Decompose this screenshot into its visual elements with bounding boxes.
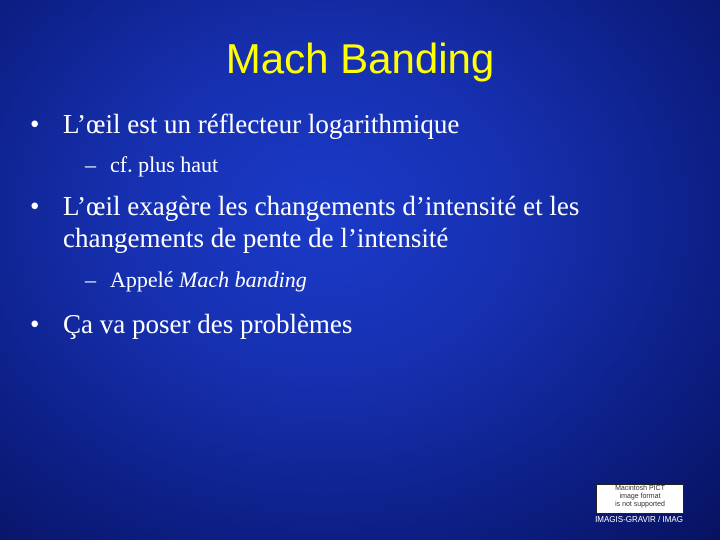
bullet-item [30,108,700,140]
logo-caption: IMAGIS-GRAVIR / IMAG [595,515,683,524]
placeholder-line: image format [619,493,661,500]
unsupported-image-placeholder [596,484,684,514]
lab-logo [594,484,684,524]
sub-bullet-item [30,266,700,294]
dash-marker: – [85,267,96,292]
bullet-marker: • [30,309,40,339]
sub-bullet-prefix: Appelé [110,267,180,292]
sub-bullet-item [30,151,700,179]
bullet-marker: • [30,191,40,221]
placeholder-line: Macintosh PICT [615,485,665,492]
bullet-text: L’œil exagère les changements d’intensité et les changements de pente de l’intensité [63,191,580,253]
bullet-list [30,108,700,340]
bullet-text: Ça va poser des problèmes [63,309,353,339]
bullet-item [30,190,700,254]
bullet-text: L’œil est un réflecteur logarithmique [63,109,460,139]
placeholder-line: is not supported [615,501,665,508]
sub-bullet-emphasis: Mach banding [179,267,307,292]
sub-bullet-text: cf. plus haut [110,152,219,177]
bullet-item [30,308,700,340]
dash-marker: – [85,152,96,177]
bullet-marker: • [30,109,40,139]
slide-title: Mach Banding [225,35,495,82]
